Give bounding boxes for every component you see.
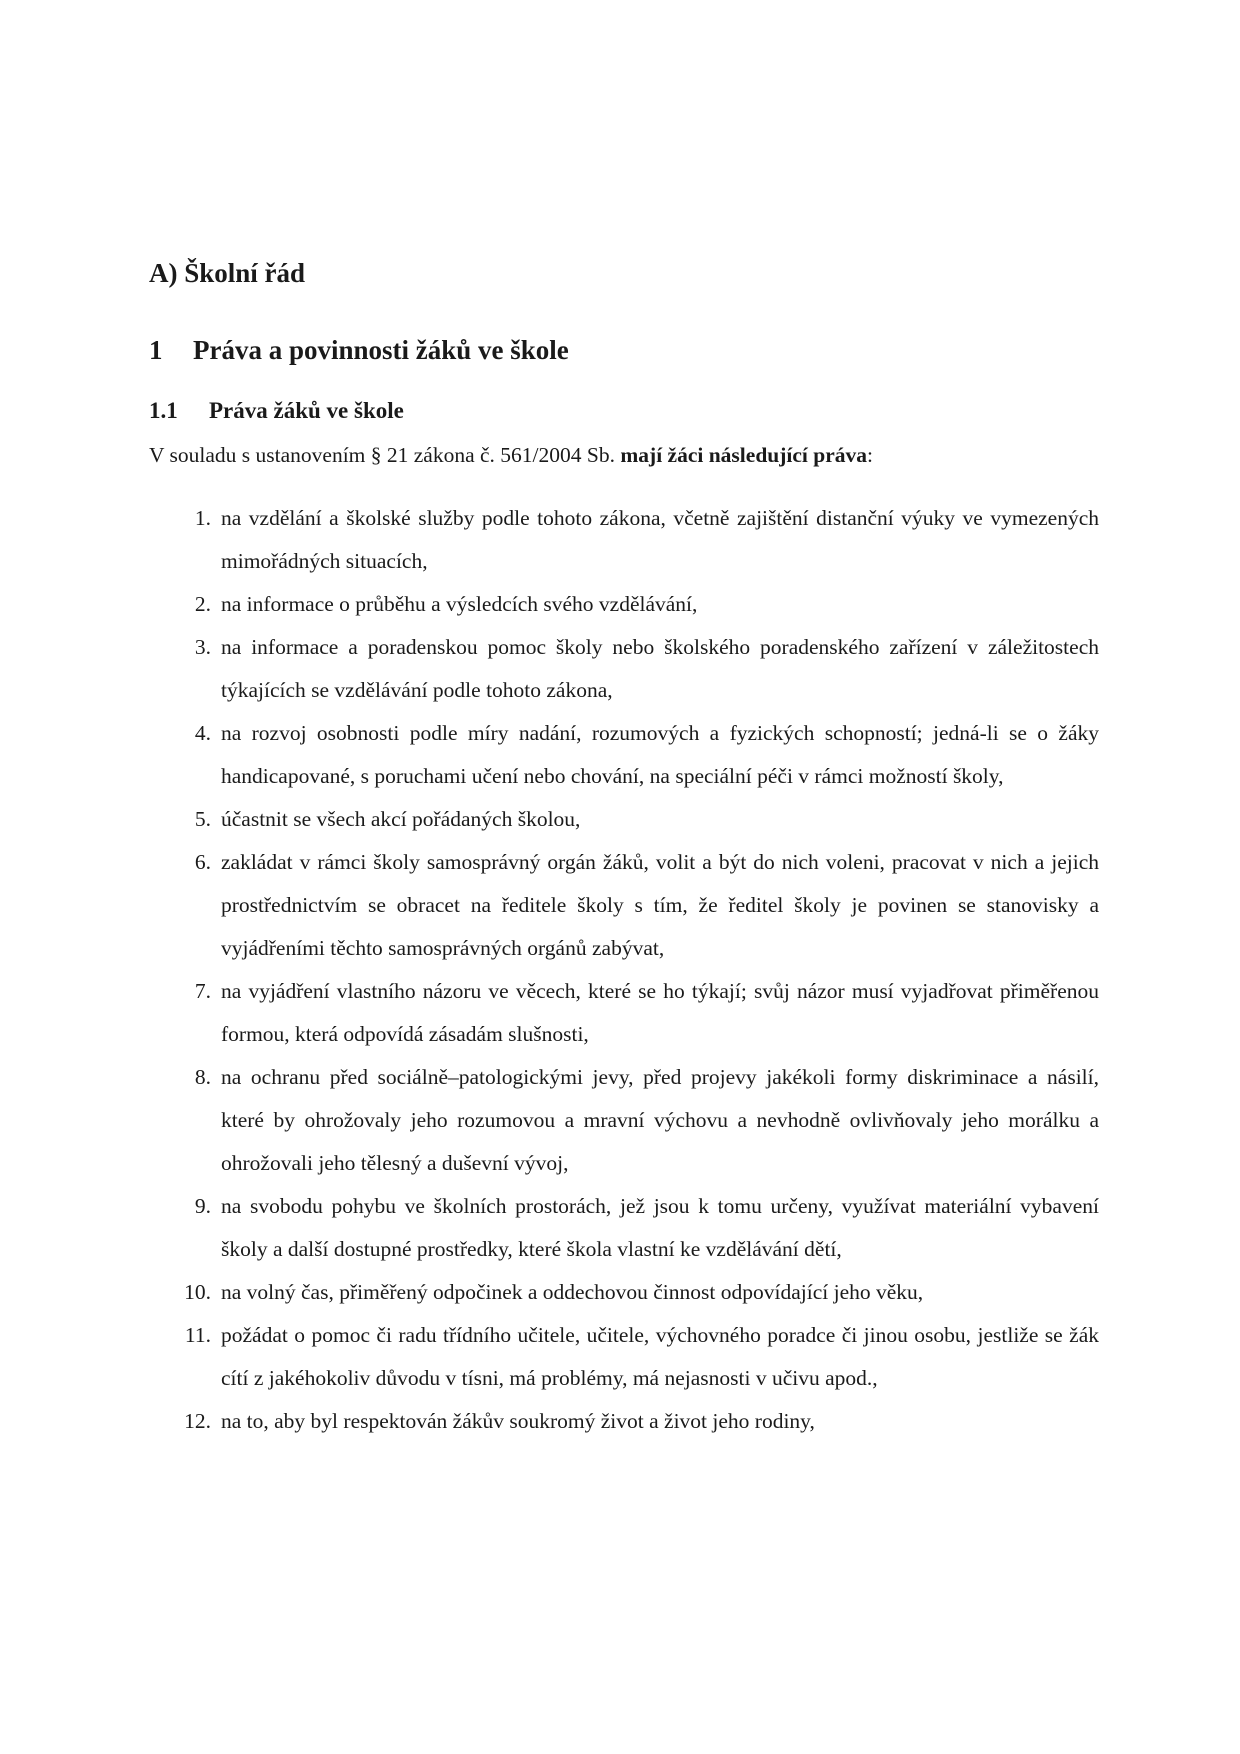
list-item-number: 7. [194, 979, 211, 1003]
list-item [149, 626, 1099, 712]
list-item-text: na vyjádření vlastního názoru ve věcech, které se ho týkají; svůj názor musí vyjadřovat přiměřenou formou, která odpovídá zásadám slušnosti, [221, 979, 1099, 1046]
list-item [149, 1400, 1099, 1443]
list-item [149, 1314, 1099, 1400]
list-item-text: požádat o pomoc či radu třídního učitele, učitele, výchovného poradce či jinou osobu, jestliže se žák cítí z jakéhokoliv důvodu v tísni, má problémy, má nejasnosti v učivu apod., [221, 1323, 1099, 1390]
intro-paragraph [149, 443, 1109, 468]
list-item-text: na informace a poradenskou pomoc školy nebo školského poradenského zařízení v záležitostech týkajících se vzdělávání podle tohoto zákona, [221, 635, 1099, 702]
list-item-text: zakládat v rámci školy samosprávný orgán žáků, volit a být do nich voleni, pracovat v nich a jejich prostřednictvím se obracet na ředitele školy s tím, že ředitel školy je povinen se stanovisky a vyjádřeními těchto samosprávných orgánů zabývat, [221, 850, 1099, 960]
list-item-text: na vzdělání a školské služby podle tohoto zákona, včetně zajištění distanční výuky ve vymezených mimořádných situacích, [221, 506, 1099, 573]
list-item-number: 2. [194, 592, 211, 616]
list-item [149, 1185, 1099, 1271]
list-item [149, 712, 1099, 798]
subsection-number: 1.1 [149, 398, 178, 423]
section-title: Práva a povinnosti žáků ve škole [193, 335, 569, 365]
list-item-number: 11. [184, 1323, 211, 1347]
list-item-text: na rozvoj osobnosti podle míry nadání, rozumových a fyzických schopností; jedná-li se o žáky handicapované, s poruchami učení nebo chování, na speciální péči v rámci možností školy, [221, 721, 1099, 788]
intro-emphasis: mají žáci následující práva [620, 443, 868, 467]
list-item [149, 583, 1099, 626]
list-item [149, 1271, 1099, 1314]
section-number: 1 [149, 335, 163, 365]
list-item-text: na svobodu pohybu ve školních prostorách, jež jsou k tomu určeny, využívat materiální vybavení školy a další dostupné prostředky, které škola vlastní ke vzdělávání dětí, [221, 1194, 1099, 1261]
list-item-text: na volný čas, přiměřený odpočinek a oddechovou činnost odpovídající jeho věku, [221, 1280, 924, 1304]
list-item-text: na informace o průběhu a výsledcích svého vzdělávání, [221, 592, 698, 616]
list-item-number: 9. [194, 1194, 211, 1218]
list-item-text: účastnit se všech akcí pořádaných školou, [221, 807, 581, 831]
list-item-number: 3. [194, 635, 211, 659]
list-item-number: 8. [194, 1065, 211, 1089]
list-item-number: 12. [184, 1409, 211, 1433]
list-item-number: 10. [184, 1280, 211, 1304]
list-item-number: 4. [194, 721, 211, 745]
section-heading [149, 335, 569, 366]
list-item-text: na ochranu před sociálně–patologickými jevy, před projevy jakékoli formy diskriminace a násilí, které by ohrožovaly jeho rozumovou a mravní výchovu a nevhodně ovlivňovaly jeho morálku a ohrožovali jeho tělesný a duševní vývoj, [221, 1065, 1099, 1175]
list-item-number: 5. [194, 807, 211, 831]
intro-prefix: V souladu s ustanovením § 21 zákona č. 561/2004 Sb. [149, 443, 621, 467]
list-item-number: 1. [194, 506, 211, 530]
document-title: A) Školní řád [149, 258, 306, 288]
list-item-text: na to, aby byl respektován žákův soukromý život a život jeho rodiny, [221, 1409, 815, 1433]
intro-suffix: : [867, 443, 873, 467]
subsection-title: Práva žáků ve škole [209, 398, 404, 423]
subsection-heading [149, 398, 404, 424]
list-item [149, 1056, 1099, 1185]
list-item-number: 6. [194, 850, 211, 874]
rights-list [149, 497, 1099, 1443]
list-item [149, 497, 1099, 583]
list-item [149, 970, 1099, 1056]
list-item [149, 798, 1099, 841]
list-item [149, 841, 1099, 970]
